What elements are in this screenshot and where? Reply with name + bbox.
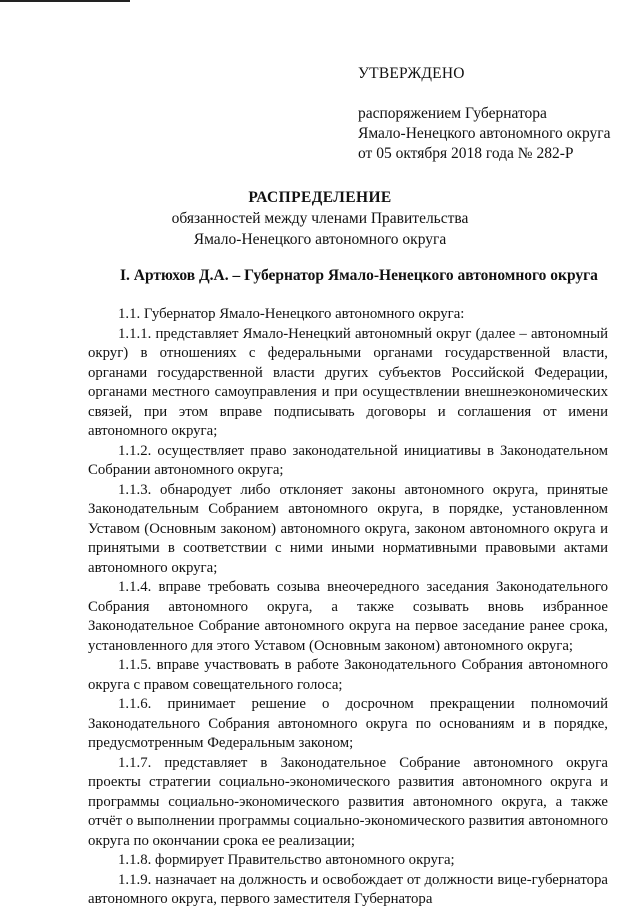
paragraph-1-1-6: 1.1.6. принимает решение о досрочном прекращении полномочий Законодательного Собрания автономного округа по основаниям и в порядке, предусмотренным Федеральным законом; <box>88 696 608 751</box>
approval-line-3: от 05 октября 2018 года № 282-Р <box>358 145 574 162</box>
approval-heading: УТВЕРЖДЕНО <box>358 65 465 82</box>
paragraph-1-1-3: 1.1.3. обнародует либо отклоняет законы автономного округа, принятые Законодательным Собранием автономного округа, в порядке, установленном Уставом (Основным законом) автономного округа, законом автономного округа и принятыми в соответствии с ними иными нормативными правовыми актами автономного округа; <box>88 481 608 576</box>
approval-line-1: распоряжением Губернатора <box>358 105 547 122</box>
approval-block <box>358 64 610 164</box>
paragraph-1-1-2: 1.1.2. осуществляет право законодательной инициативы в Законодательном Собрании автономного округа; <box>88 442 608 478</box>
paragraph-1-1-5: 1.1.5. вправе участвовать в работе Законодательного Собрания автономного округа с правом совещательного голоса; <box>88 657 608 693</box>
paragraph-1-1-4: 1.1.4. вправе требовать созыва внеочередного заседания Законодательного Собрания автономного округа, а также созывать вновь избранное Законодательное Собрание автономного округа на первое заседание ранее срока, установленного для этого Уставом (Основным законом) автономного округа; <box>88 579 608 654</box>
paragraph-1-1-9: 1.1.9. назначает на должность и освобождает от должности вице-губернатора автономного округа, первого заместителя Губернатора <box>88 871 608 907</box>
document-title <box>0 187 640 250</box>
title-sub-2: Ямало-Ненецкого автономного округа <box>193 231 447 248</box>
document-body <box>88 305 608 910</box>
paragraph-1-1-1: 1.1.1. представляет Ямало-Ненецкий автономный округ (далее – автономный округ) в отношениях с федеральными органами государственной власти, органами государственной власти других субъектов Российской Федерации, органами местного самоуправления и при осуществлении внешнеэкономических связей, при этом вправе подписывать договоры и соглашения от имени автономного округа; <box>88 325 608 439</box>
title-main: РАСПРЕДЕЛЕНИЕ <box>248 189 392 206</box>
paragraph-1-1: 1.1. Губернатор Ямало-Ненецкого автономного округа: <box>118 306 465 322</box>
scan-edge-line <box>0 0 130 2</box>
section-heading: I. Артюхов Д.А. – Губернатор Ямало-Ненецкого автономного округа <box>120 267 598 284</box>
paragraph-1-1-8: 1.1.8. формирует Правительство автономного округа; <box>118 852 455 868</box>
title-sub-1: обязанностей между членами Правительства <box>171 210 469 227</box>
paragraph-1-1-7: 1.1.7. представляет в Законодательное Собрание автономного округа проекты стратегии социально-экономического развития автономного округа и программы социально-экономического развития автономного округа, а также отчёт о выполнении программы социально-экономического развития автономного округа по окончании срока ее реализации; <box>88 754 608 849</box>
approval-line-2: Ямало-Ненецкого автономного округа <box>358 125 611 142</box>
